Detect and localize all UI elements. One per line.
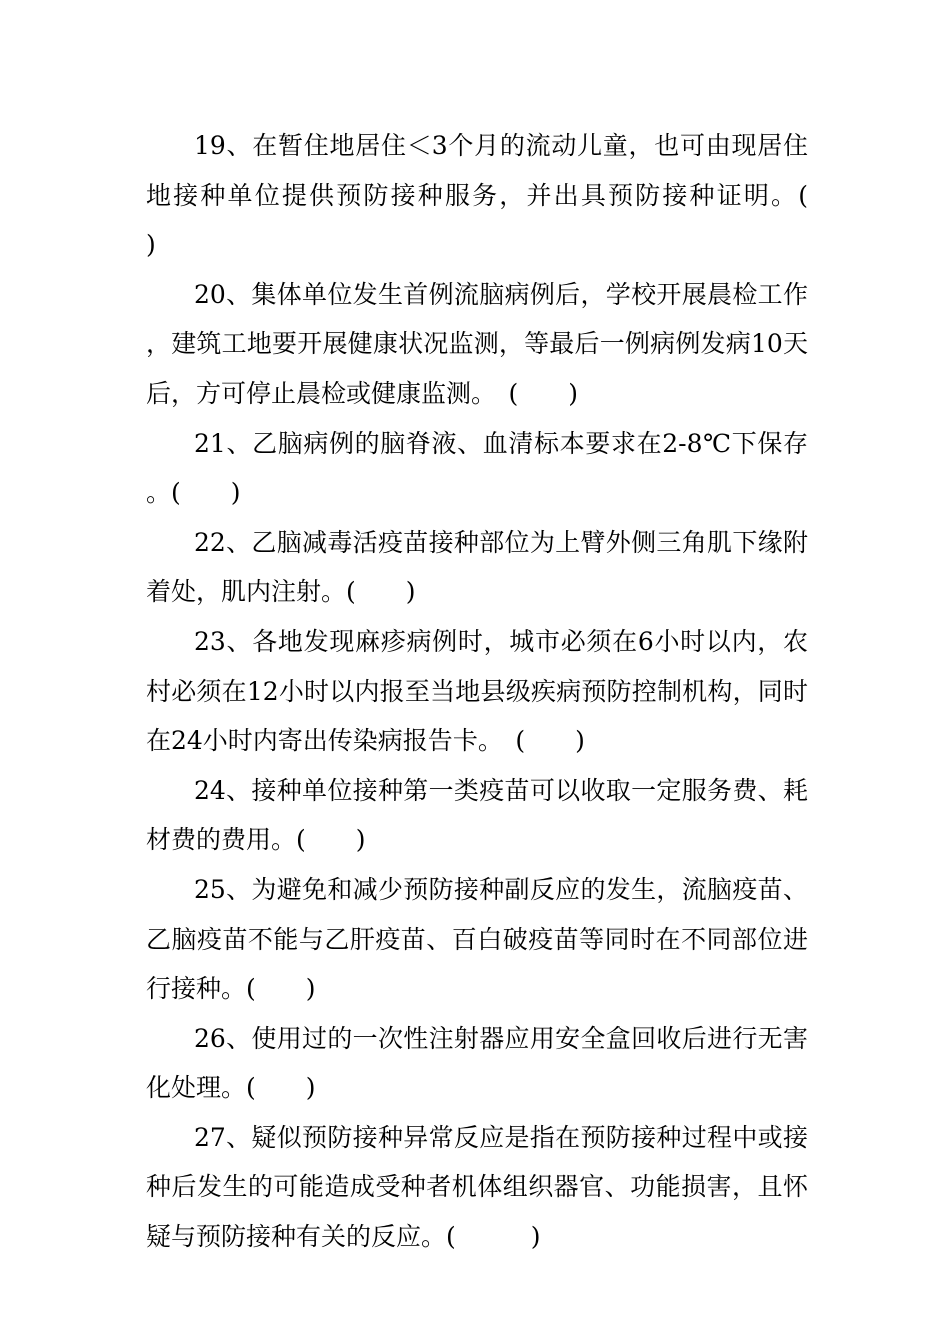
question-25: 25、为避免和减少预防接种副反应的发生，流脑疫苗、乙脑疫苗不能与乙肝疫苗、百白破疫苗等同时在不同部位进行接种。( ) — [146, 874, 808, 1004]
question-21: 21、乙脑病例的脑脊液、血清标本要求在2-8℃下保存。( ) — [146, 428, 808, 508]
question-22: 22、乙脑减毒活疫苗接种部位为上臂外侧三角肌下缘附着处，肌内注射。( ) — [146, 527, 808, 607]
question-20: 20、集体单位发生首例流脑病例后，学校开展晨检工作，建筑工地要开展健康状况监测，等最后一例病例发病10天后，方可停止晨检或健康监测。 ( ) — [146, 279, 808, 408]
question-list — [146, 121, 859, 1262]
question-23: 23、各地发现麻疹病例时，城市必须在6小时以内，农村必须在12小时以内报至当地县级疾病预防控制机构，同时在24小时内寄出传染病报告卡。 ( ) — [146, 626, 808, 756]
question-24: 24、接种单位接种第一类疫苗可以收取一定服务费、耗材费的费用。( ) — [146, 775, 808, 855]
question-26: 26、使用过的一次性注射器应用安全盒回收后进行无害化处理。( ) — [146, 1023, 808, 1103]
question-19: 19、在暂住地居住＜3个月的流动儿童，也可由现居住地接种单位提供预防接种服务，并出具预防接种证明。( ) — [146, 131, 859, 260]
question-27: 27、疑似预防接种异常反应是指在预防接种过程中或接种后发生的可能造成受种者机体组织器官、功能损害，且怀疑与预防接种有关的反应。( ) — [146, 1122, 808, 1252]
